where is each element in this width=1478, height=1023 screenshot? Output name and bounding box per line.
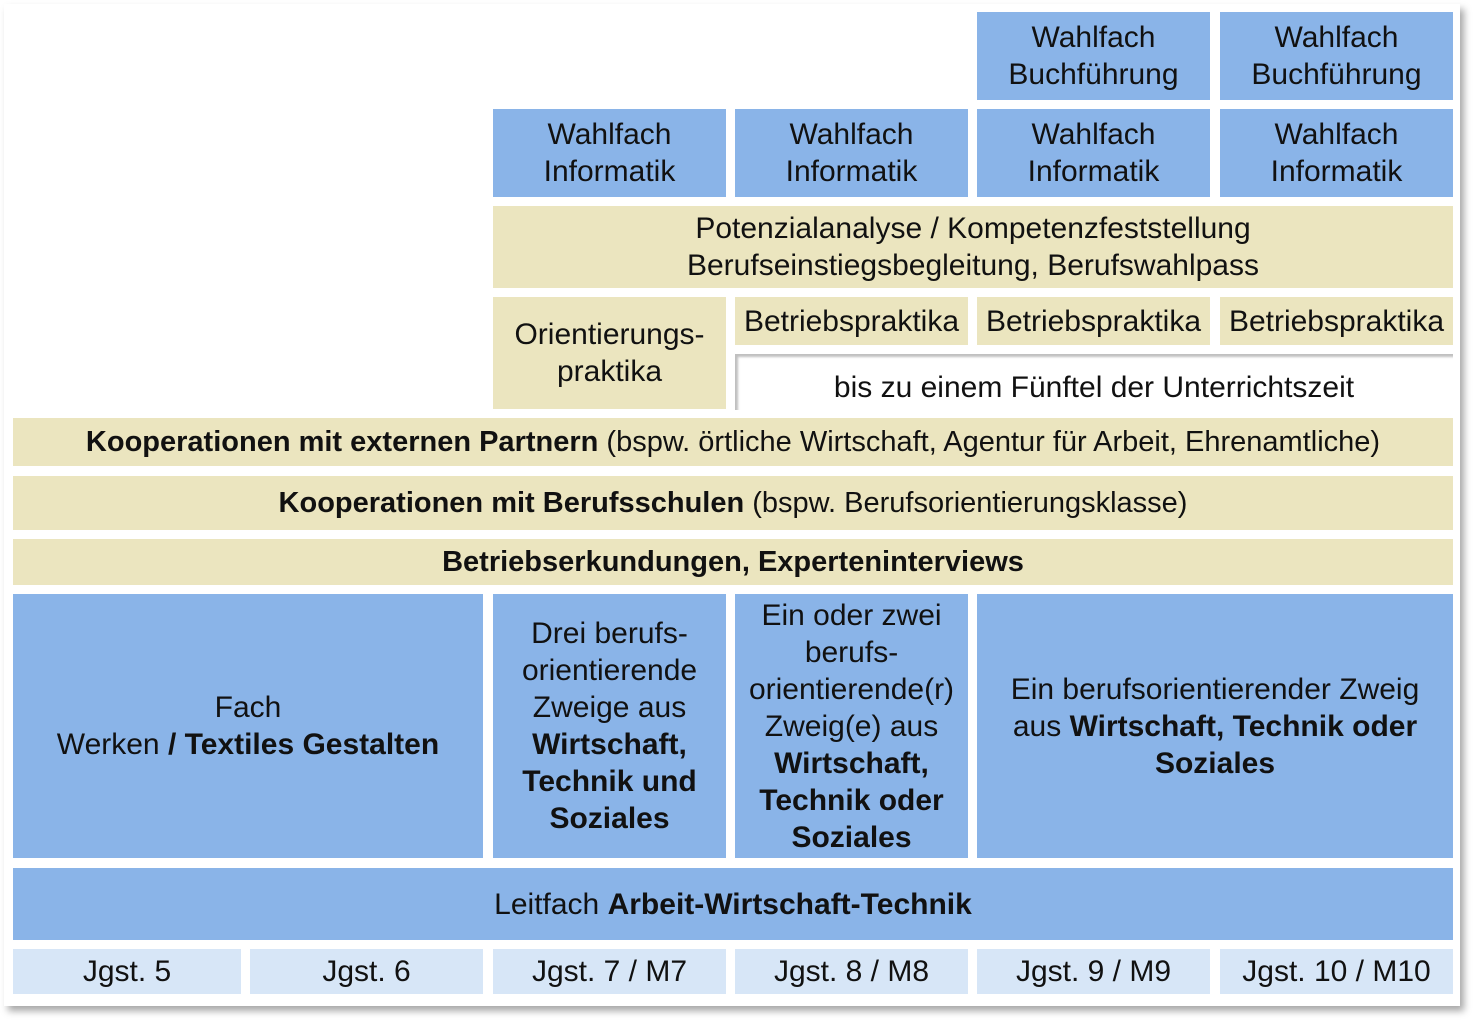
wahlfach-informatik-9	[977, 109, 1210, 197]
wahlfach-informatik-7	[493, 109, 726, 197]
ein-zweig	[977, 594, 1453, 858]
label-bold: Kooperationen mit Berufsschulen	[278, 486, 745, 519]
label-bold: Technik oder	[759, 783, 944, 817]
label-bold: Soziales	[549, 802, 670, 835]
grade-label	[13, 949, 241, 994]
label: Betriebspraktika	[1228, 304, 1445, 338]
grade-label	[1220, 949, 1453, 994]
label: Jgst. 9 / M9	[1015, 955, 1172, 988]
label-bold: Wirtschaft,	[532, 728, 687, 761]
label: Jgst. 5	[82, 955, 172, 988]
label: Betriebspraktika	[743, 304, 960, 338]
label-bold: Kooperationen mit externen Partnern	[85, 425, 599, 458]
label: Informatik	[543, 155, 676, 188]
kooperationen-berufsschulen	[13, 476, 1453, 530]
kooperationen-extern	[13, 418, 1453, 466]
wahlfach-buchfuehrung-10	[1220, 12, 1453, 100]
betriebspraktika-8	[735, 297, 968, 345]
label: Zweige aus	[532, 691, 687, 724]
label: bis zu einem Fünftel der Unterrichtszeit	[833, 370, 1355, 404]
grade-label	[977, 949, 1210, 994]
label: berufs-	[804, 635, 899, 669]
label: Potenzialanalyse / Kompetenzfeststellung	[695, 212, 1251, 245]
label: orientierende	[521, 654, 698, 687]
label: Jgst. 8 / M8	[773, 955, 930, 988]
label: Informatik	[1027, 155, 1160, 188]
label: Wahlfach	[1274, 118, 1399, 151]
label: Wahlfach	[547, 118, 672, 151]
ein-oder-zwei-zweige	[735, 594, 968, 858]
label: Buchführung	[1251, 58, 1422, 91]
label: Jgst. 6	[322, 955, 411, 988]
wahlfach-informatik-10	[1220, 109, 1453, 197]
label: Jgst. 7 / M7	[531, 955, 688, 988]
label: Buchführung	[1008, 58, 1179, 91]
grade-label	[250, 949, 483, 994]
grade-label	[735, 949, 968, 994]
label	[86, 424, 1380, 461]
label-normal: Leitfach	[494, 887, 608, 921]
grade-label	[493, 949, 726, 994]
label: Zweig(e) aus	[764, 709, 939, 743]
label: Orientierungs-	[514, 318, 705, 351]
label-bold: Wirtschaft, Technik oder	[1069, 709, 1418, 743]
label-bold: Arbeit-Wirtschaft-Technik	[607, 887, 972, 921]
label-bold: Soziales	[791, 820, 912, 854]
label-bold: Wirtschaft,	[774, 746, 929, 780]
potenzialanalyse	[493, 206, 1453, 288]
label: Jgst. 10 / M10	[1242, 955, 1431, 988]
label: Berufseinstiegsbegleitung, Berufswahlpass	[686, 249, 1259, 282]
label: Wahlfach	[789, 118, 914, 151]
label: Wahlfach	[1031, 21, 1156, 54]
label	[494, 886, 972, 923]
drei-zweige	[493, 594, 726, 858]
label	[279, 485, 1188, 522]
label-normal: Werken	[56, 728, 160, 761]
orientierungspraktika	[493, 297, 726, 409]
label: Ein oder zwei	[761, 598, 942, 632]
label: praktika	[556, 355, 663, 388]
betriebspraktika-10	[1220, 297, 1453, 345]
label: Ein berufsorientierender Zweig	[1010, 672, 1420, 706]
betriebserkundungen	[13, 539, 1453, 585]
label-normal: (bspw. örtliche Wirtschaft, Agentur für Arbeit, Ehrenamtliche)	[598, 425, 1381, 458]
label: Informatik	[785, 155, 918, 188]
label-normal: aus	[1012, 709, 1070, 743]
label: Drei berufs-	[531, 617, 688, 650]
label: Fach	[214, 691, 282, 724]
label: Betriebserkundungen, Experteninterviews	[442, 545, 1024, 578]
label	[1013, 708, 1417, 745]
fach-werken	[13, 594, 483, 858]
label-bold: Soziales	[1154, 746, 1276, 780]
label-bold: Technik und	[522, 765, 697, 798]
label: orientierende(r)	[748, 672, 955, 706]
leitfach-awt	[13, 868, 1453, 940]
wahlfach-informatik-8	[735, 109, 968, 197]
label-normal: (bspw. Berufsorientierungsklasse)	[744, 486, 1188, 519]
wahlfach-buchfuehrung-9	[977, 12, 1210, 100]
label: Wahlfach	[1031, 118, 1156, 151]
unterrichtszeit-note	[735, 354, 1453, 410]
betriebspraktika-9	[977, 297, 1210, 345]
label	[57, 726, 439, 763]
label: Wahlfach	[1274, 21, 1399, 54]
label: Informatik	[1270, 155, 1403, 188]
label-bold: / Textiles Gestalten	[159, 728, 440, 761]
label: Betriebspraktika	[985, 304, 1202, 338]
